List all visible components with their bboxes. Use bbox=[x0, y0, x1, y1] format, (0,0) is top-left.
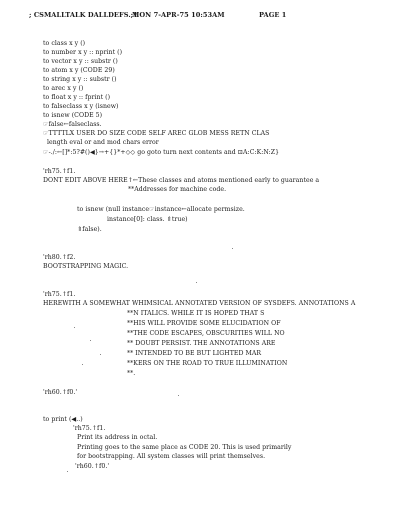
header-filename: ; CSMALLTALK DALLDEFS.;1 bbox=[29, 11, 138, 19]
code-line: to class x y () bbox=[43, 40, 86, 47]
formatting-directive: 'rh60.↑f0.' bbox=[43, 389, 78, 396]
annotation-line: **. bbox=[127, 370, 136, 377]
formatting-directive: 'rh75.↑f1. bbox=[43, 168, 76, 175]
code-line: to isnew (null instance☞instance←allocate permsize. bbox=[77, 206, 245, 213]
code-line: to print (◀..) bbox=[43, 416, 83, 423]
code-line: to number x y :: nprint () bbox=[43, 49, 123, 56]
comment-line: for bootstrapping. All system classes will print themselves. bbox=[77, 453, 266, 460]
code-line: to arec x y () bbox=[43, 85, 84, 92]
comment-line: Print its address in octal. bbox=[77, 434, 158, 441]
formatting-directive: 'rh60.↑f0.' bbox=[75, 463, 110, 470]
comment-line: Printing goes to the same place as CODE 20. This is used primarily bbox=[77, 444, 292, 451]
scan-speck bbox=[100, 354, 101, 355]
code-line: instance[0]: class. ⇑true) bbox=[107, 216, 188, 223]
code-line: to float x y :: fprint () bbox=[43, 94, 111, 101]
annotation-line: **N ITALICS. WHILE IT IS HOPED THAT S bbox=[127, 310, 265, 317]
annotation-line: HEREWITH A SOMEWHAT WHIMSICAL ANNOTATED VERSION OF SYSDEFS. ANNOTATIONS A bbox=[43, 300, 356, 307]
annotation-line: **THE CODE ESCAPES, OBSCURITIES WILL NO bbox=[127, 330, 285, 337]
annotation-line: **HIS WILL PROVIDE SOME ELUCIDATION OF bbox=[127, 320, 281, 327]
formatting-directive: 'rh75.↑f1. bbox=[73, 425, 106, 432]
annotation-line: **KERS ON THE ROAD TO TRUE ILLUMINATION bbox=[127, 360, 288, 367]
scan-speck bbox=[67, 471, 68, 472]
comment-line: DONT EDIT ABOVE HERE↑←These classes and atoms mentioned early to guarantee a bbox=[43, 177, 320, 184]
code-line: ☞-./:←[]*:5?#()◀}→+{}*+◇◇ go goto turn next contents and ⊡A:C:K:N:Z} bbox=[43, 149, 280, 156]
code-line: ☞false←falseclass. bbox=[43, 121, 102, 128]
scan-speck bbox=[178, 395, 179, 396]
scan-speck bbox=[82, 364, 83, 365]
header-date: MON 7-APR-75 10:53AM bbox=[132, 11, 225, 19]
code-line: to vector x y :: substr () bbox=[43, 58, 118, 65]
code-line: length eval or and mod chars error bbox=[47, 139, 159, 146]
scan-speck bbox=[90, 340, 91, 341]
code-line: to falseclass x y (isnew) bbox=[43, 103, 119, 110]
code-line: ⇑false). bbox=[77, 226, 102, 233]
annotation-line: ** DOUBT PERSIST. THE ANNOTATIONS ARE bbox=[127, 340, 276, 347]
annotation-line: ** INTENDED TO BE BUT LIGHTED MAR bbox=[127, 350, 262, 357]
formatting-directive: 'rh75.↑f1. bbox=[43, 291, 76, 298]
comment-line: **Addresses for machine code. bbox=[128, 186, 227, 193]
section-heading: BOOTSTRAPPING MAGIC. bbox=[43, 263, 129, 270]
scan-speck bbox=[232, 248, 233, 249]
scan-speck bbox=[196, 282, 197, 283]
header-page-number: PAGE 1 bbox=[259, 11, 287, 19]
code-line: to isnew (CODE 5) bbox=[43, 112, 103, 119]
scan-speck bbox=[74, 327, 75, 328]
formatting-directive: 'rh80.↑f2. bbox=[43, 254, 76, 261]
code-line: to atom x y (CODE 29) bbox=[43, 67, 115, 74]
code-line: to string x y :: substr () bbox=[43, 76, 117, 83]
code-line: ☞TTTTLX USER DO SIZE CODE SELF AREC GLOB MESS RETN CLAS bbox=[43, 130, 270, 137]
